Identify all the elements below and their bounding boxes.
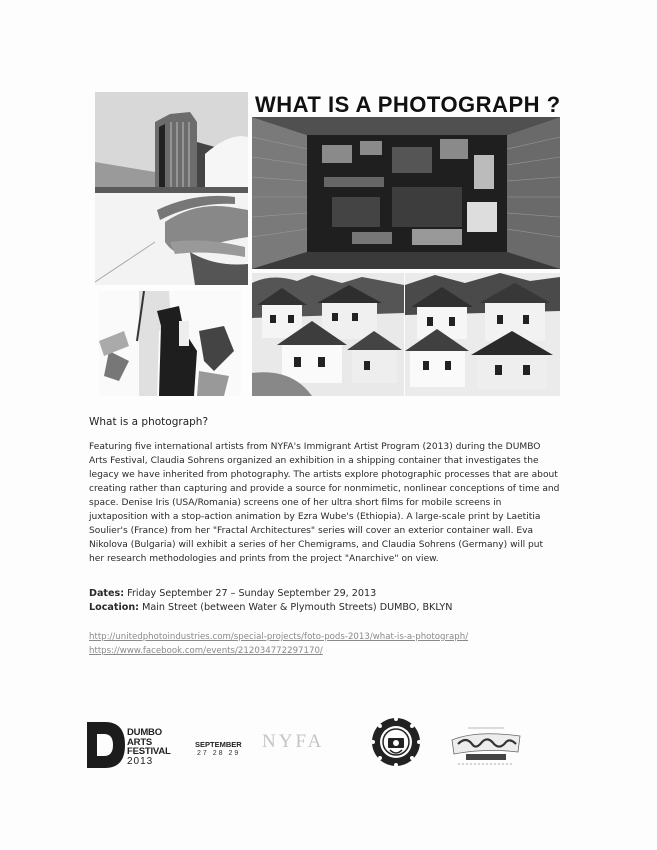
photo-abstract-chemigram [99, 291, 241, 396]
festival-month: SEPTEMBER [195, 740, 242, 749]
dumbo-d-mark-icon [87, 722, 127, 768]
location-value: Main Street (between Water & Plymouth Streets) DUMBO, BKLYN [142, 602, 453, 613]
dumbo-line-3: FESTIVAL [127, 746, 171, 757]
united-photo-industries-logo [370, 716, 422, 768]
dumbo-arts-festival-wordmark [127, 728, 171, 766]
dates-label: Dates: [89, 588, 125, 599]
dumbo-year: 2013 [127, 755, 154, 767]
article-body: Featuring five international artists from NYFA's Immigrant Artist Program (2013) during the DUMBO Arts Festival, Claudia Sohrens organized an exhibition in a shipping container that investigates the legacy we have inherited from photography. The artists explore photographic processes that are about creating rather than capturing and provide a source for nonmimetic, nonlinear conceptions of time and space. Denise Iris (USA/Romania) screens one of her ultra short films for mobile screens in juxtaposition with a stop-action animation by Ezra Wube's (Ethiopia). A large-scale print by Laetitia Soulier's (France) from her "Fractal Architectures" series will cover an exterior container wall. Eva Nikolova (Bulgaria) will exhibit a series of her Chemigrams, and Claudia Sohrens (Germany) will put her research methodologies and prints from the project "Anarchive" on view. [89, 442, 560, 564]
article-heading: What is a photograph? [89, 416, 209, 428]
page-title: WHAT IS A PHOTOGRAPH ? [255, 92, 561, 117]
photo-fractal-room [252, 117, 560, 269]
photoville-logo [446, 720, 526, 768]
project-link[interactable]: http://unitedphotoindustries.com/special-projects/foto-pods-2013/what-is-a-photograph/ [89, 632, 469, 642]
dumbo-line-1: DUMBO [127, 727, 162, 738]
event-dates [89, 588, 376, 599]
dumbo-line-2: ARTS [127, 736, 153, 748]
location-label: Location: [89, 602, 139, 613]
facebook-event-link[interactable]: https://www.facebook.com/events/212034772297170/ [89, 646, 323, 656]
photo-building-hand [95, 92, 248, 285]
festival-days: 27 28 29 [197, 750, 241, 757]
photo-town-right [405, 273, 560, 396]
nyfa-logo: NYFA [262, 731, 325, 752]
dates-value: Friday September 27 – Sunday September 29, 2013 [127, 588, 377, 599]
photo-town-left [252, 273, 404, 396]
event-location [89, 602, 452, 613]
